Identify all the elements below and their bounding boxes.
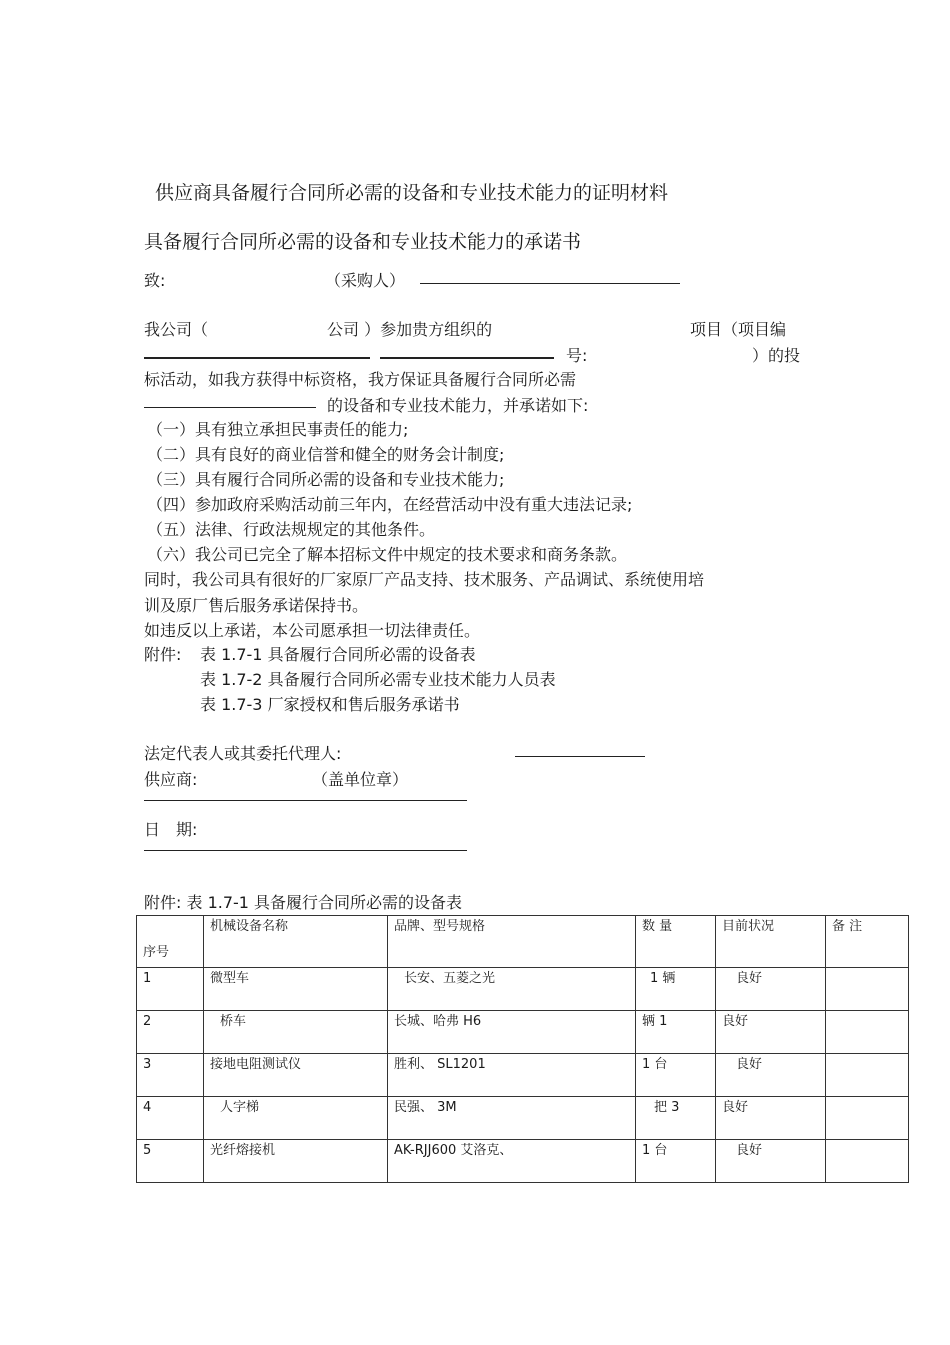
- cell-index: 4: [137, 1097, 204, 1140]
- cell-equipment-name: 微型车: [204, 968, 388, 1011]
- cell-remarks: [826, 968, 909, 1011]
- cell-equipment-name: 光纤熔接机: [204, 1140, 388, 1183]
- cell-quantity: 把 3: [636, 1097, 716, 1140]
- table-row: [137, 1097, 909, 1140]
- legal-rep-blank: [515, 756, 645, 757]
- company-line-a: 我公司（: [144, 320, 209, 339]
- cell-remarks: [826, 1011, 909, 1054]
- support-paragraph-line-1: 同时，我公司具有很好的厂家原厂产品支持、技术服务、产品调试、系统使用培: [144, 570, 705, 589]
- to-label: 致:: [144, 271, 166, 290]
- commitment-item: （二）具有良好的商业信誉和健全的财务会计制度;: [147, 445, 505, 464]
- cell-status: 良好: [716, 1140, 826, 1183]
- table-header-row: [137, 916, 909, 968]
- header-quantity: 数 量: [636, 916, 716, 968]
- header-remarks: 备 注: [826, 916, 909, 968]
- table-row: [137, 1011, 909, 1054]
- document-title: 供应商具备履行合同所必需的设备和专业技术能力的证明材料: [155, 182, 669, 204]
- cell-index: 2: [137, 1011, 204, 1054]
- cell-index: 1: [137, 968, 204, 1011]
- date-blank: [144, 850, 467, 851]
- cell-quantity: 辆 1: [636, 1011, 716, 1054]
- paragraph-line-3: 标活动，如我方获得中标资格，我方保证具备履行合同所必需: [144, 370, 577, 389]
- commitment-item: （一）具有独立承担民事责任的能力;: [147, 420, 409, 439]
- cell-quantity: 1 台: [636, 1054, 716, 1097]
- purchaser-label: （采购人）: [325, 271, 406, 290]
- company-line-b: 公司 ）参加贵方组织的: [327, 320, 493, 339]
- cell-equipment-name: 人字梯: [204, 1097, 388, 1140]
- date-label: 日 期:: [144, 820, 198, 839]
- cell-remarks: [826, 1097, 909, 1140]
- purchaser-blank: [420, 283, 680, 284]
- supplier-label: 供应商:: [144, 770, 198, 789]
- equipment-table: [136, 915, 909, 1183]
- commitment-item: （五）法律、行政法规规定的其他条件。: [147, 520, 436, 539]
- attachment-item: 表 1.7-3 厂家授权和售后服务承诺书: [200, 695, 460, 714]
- cell-status: 良好: [716, 1097, 826, 1140]
- commitment-item: （三）具有履行合同所必需的设备和专业技术能力;: [147, 470, 505, 489]
- legal-rep-label: 法定代表人或其委托代理人:: [144, 744, 342, 763]
- cell-brand-model: 长城、哈弗 H6: [388, 1011, 636, 1054]
- seal-label: （盖单位章）: [312, 770, 409, 789]
- cell-brand-model: AK-RJJ600 艾洛克、: [388, 1140, 636, 1183]
- table-row: [137, 1140, 909, 1183]
- cell-equipment-name: 桥车: [204, 1011, 388, 1054]
- header-equipment-name: 机械设备名称: [204, 916, 388, 968]
- attachment-label: 附件:: [144, 645, 182, 664]
- cell-quantity: 1 辆: [636, 968, 716, 1011]
- support-paragraph-line-2: 训及原厂售后服务承诺保持书。: [144, 596, 369, 615]
- cell-status: 良好: [716, 968, 826, 1011]
- attachment-item: 表 1.7-1 具备履行合同所必需的设备表: [200, 645, 476, 664]
- cell-equipment-name: 接地电阻测试仪: [204, 1054, 388, 1097]
- attachment-item: 表 1.7-2 具备履行合同所必需专业技术能力人员表: [200, 670, 556, 689]
- cell-brand-model: 胜利、 SL1201: [388, 1054, 636, 1097]
- cell-status: 良好: [716, 1054, 826, 1097]
- commitment-item: （六）我公司已完全了解本招标文件中规定的技术要求和商务条款。: [147, 545, 628, 564]
- cell-index: 5: [137, 1140, 204, 1183]
- bid-suffix: ）的投: [752, 346, 801, 365]
- header-index: 序号: [137, 916, 204, 968]
- cell-remarks: [826, 1054, 909, 1097]
- cell-brand-model: 长安、五菱之光: [388, 968, 636, 1011]
- company-line-c: 项目（项目编: [690, 320, 787, 339]
- commitment-heading: 具备履行合同所必需的设备和专业技术能力的承诺书: [144, 231, 582, 253]
- cell-status: 良好: [716, 1011, 826, 1054]
- header-brand-model: 品牌、型号规格: [388, 916, 636, 968]
- number-label: 号:: [566, 346, 588, 365]
- project-name-blank: [144, 357, 370, 359]
- cell-quantity: 1 台: [636, 1140, 716, 1183]
- table-caption: 附件: 表 1.7-1 具备履行合同所必需的设备表: [144, 893, 463, 912]
- cell-remarks: [826, 1140, 909, 1183]
- commitment-item: （四）参加政府采购活动前三年内，在经营活动中没有重大违法记录;: [147, 495, 633, 514]
- supplier-blank: [144, 800, 467, 801]
- paragraph-line-4: 的设备和专业技术能力，并承诺如下:: [327, 396, 589, 415]
- cell-index: 3: [137, 1054, 204, 1097]
- liability-paragraph: 如违反以上承诺，本公司愿承担一切法律责任。: [144, 621, 481, 640]
- project-code-blank: [380, 357, 554, 359]
- header-status: 目前状况: [716, 916, 826, 968]
- cell-brand-model: 民强、 3M: [388, 1097, 636, 1140]
- table-row: [137, 1054, 909, 1097]
- table-row: [137, 968, 909, 1011]
- equipment-blank: [144, 407, 316, 408]
